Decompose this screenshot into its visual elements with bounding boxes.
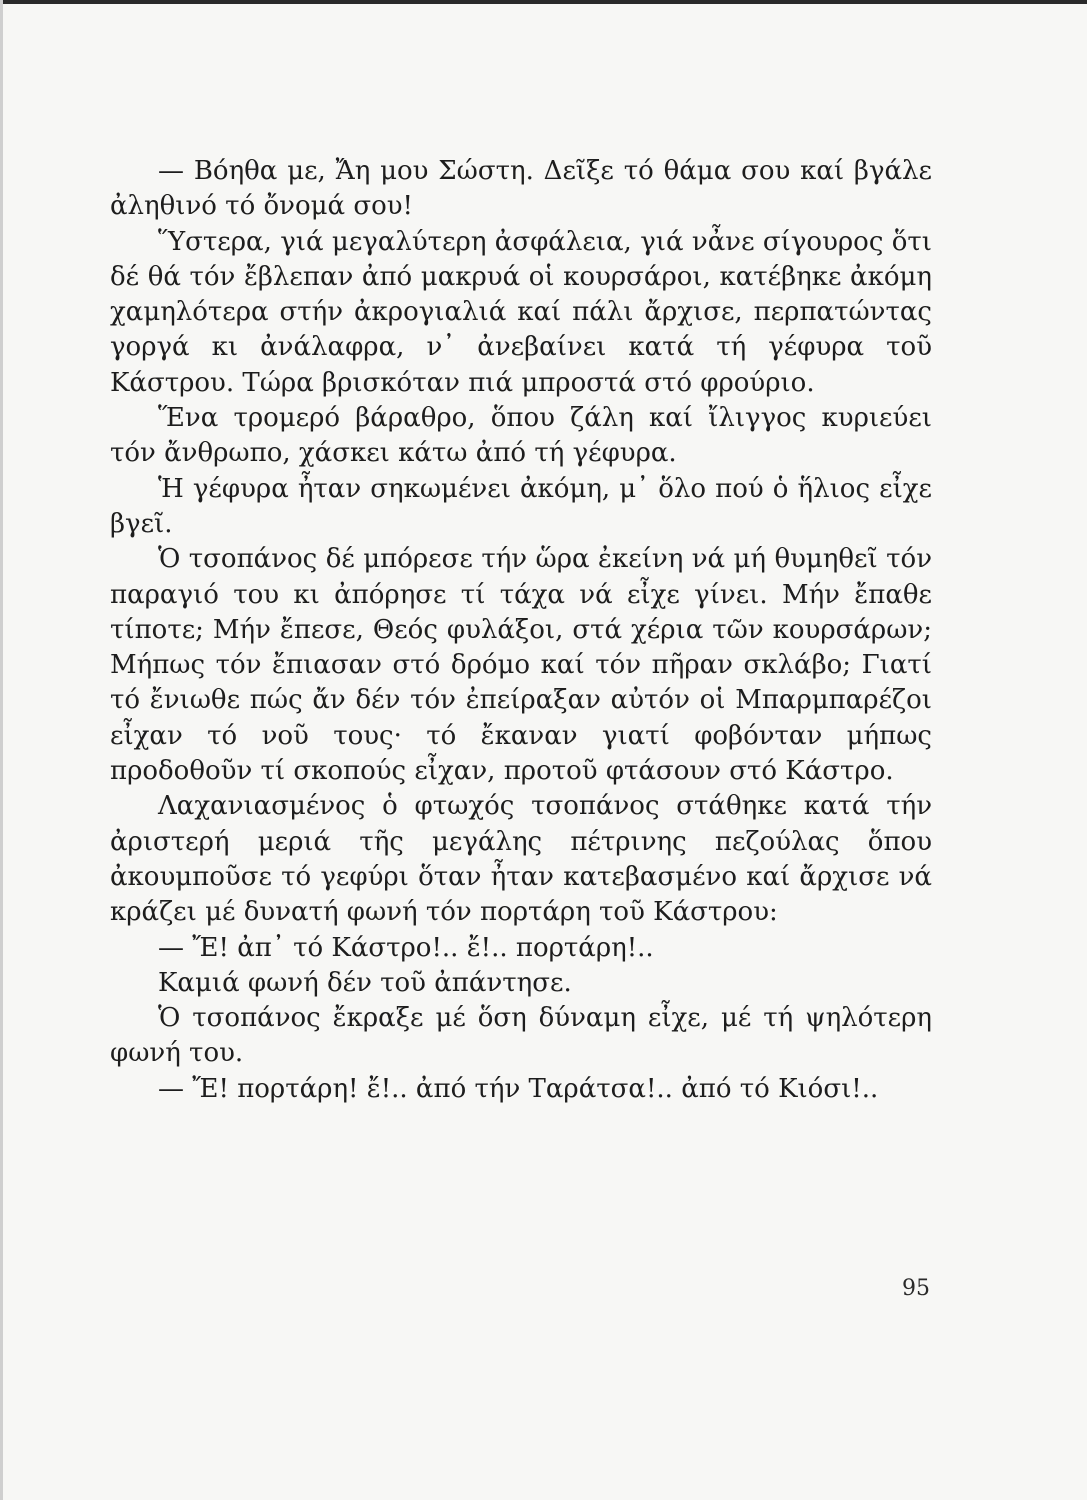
paragraph-3: Ἕνα τρομερό βάραθρο, ὅπου ζάλη καί ἴλιγγος κυριεύει τόν ἄνθρωπο, χάσκει κάτω ἀπό τή γέφυρα. (110, 403, 932, 469)
body-text (110, 154, 932, 1107)
paragraph-5: Ὁ τσοπάνος δέ μπόρεσε τήν ὥρα ἐκείνη νά μή θυμηθεῖ τόν παραγιό του κι ἀπόρησε τί τάχα νά εἶχε γίνει. Μήν ἔπαθε τίποτε; Μήν ἔπεσε, Θεός φυλάξοι, στά χέρια τῶν κουρσάρων; Μήπως τόν ἔπιασαν στό δρόμο καί τόν πῆραν σκλάβο; Γιατί τό ἔνιωθε πώς ἄν δέν τόν ἐπείραξαν αὐτόν οἱ Μπαρμπαρέζοι εἶχαν τό νοῦ τους· τό ἔκαναν γιατί φοβόνταν μήπως προδοθοῦν τί σκοπούς εἶχαν, προτοῦ φτάσουν στό Κάστρο. (110, 544, 932, 787)
scan-left-edge (0, 0, 3, 1500)
page-number: 95 (902, 1276, 930, 1301)
paragraph-7: — Ἔ! ἀπ᾽ τό Κάστρο!.. ἔ!.. πορτάρη!.. (158, 932, 654, 963)
paragraph-1: — Βόηθα με, Ἄη μου Σώστη. Δεῖξε τό θάμα σου καί βγάλε ἀληθινό τό ὄνομά σου! (110, 156, 932, 222)
paragraph-2: Ὕστερα, γιά μεγαλύτερη ἀσφάλεια, γιά νἆνε σίγουρος ὅτι δέ θά τόν ἔβλεπαν ἀπό μακρυά οἱ κουρσάροι, κατέβηκε ἀκόμη χαμηλότερα στήν ἀκρογιαλιά καί πάλι ἄρχισε, περπατώντας γοργά κι ἀνάλαφρα, ν᾽ ἀνεβαίνει κατά τή γέφυρα τοῦ Κάστρου. Τώρα βρισκόταν πιά μπροστά στό φρούριο. (110, 226, 932, 398)
paragraph-4: Ἡ γέφυρα ἦταν σηκωμένει ἀκόμη, μ᾽ ὅλο πού ὁ ἥλιος εἶχε βγεῖ. (110, 473, 932, 539)
paragraph-8: Καμιά φωνή δέν τοῦ ἀπάντησε. (158, 967, 572, 998)
paragraph-10: — Ἔ! πορτάρη! ἔ!.. ἀπό τήν Ταράτσα!.. ἀπό τό Κιόσι!.. (158, 1073, 879, 1104)
scan-top-edge (0, 0, 1087, 4)
paragraph-9: Ὁ τσοπάνος ἔκραξε μέ ὅση δύναμη εἶχε, μέ τή ψηλότερη φωνή του. (110, 1003, 932, 1069)
paragraph-6: Λαχανιασμένος ὁ φτωχός τσοπάνος στάθηκε κατά τήν ἀριστερή μεριά τῆς μεγάλης πέτρινης πεζούλας ὅπου ἀκουμποῦσε τό γεφύρι ὅταν ἦταν κατεβασμένο καί ἄρχισε νά κράζει μέ δυνατή φωνή τόν πορτάρη τοῦ Κάστρου: (110, 791, 932, 928)
